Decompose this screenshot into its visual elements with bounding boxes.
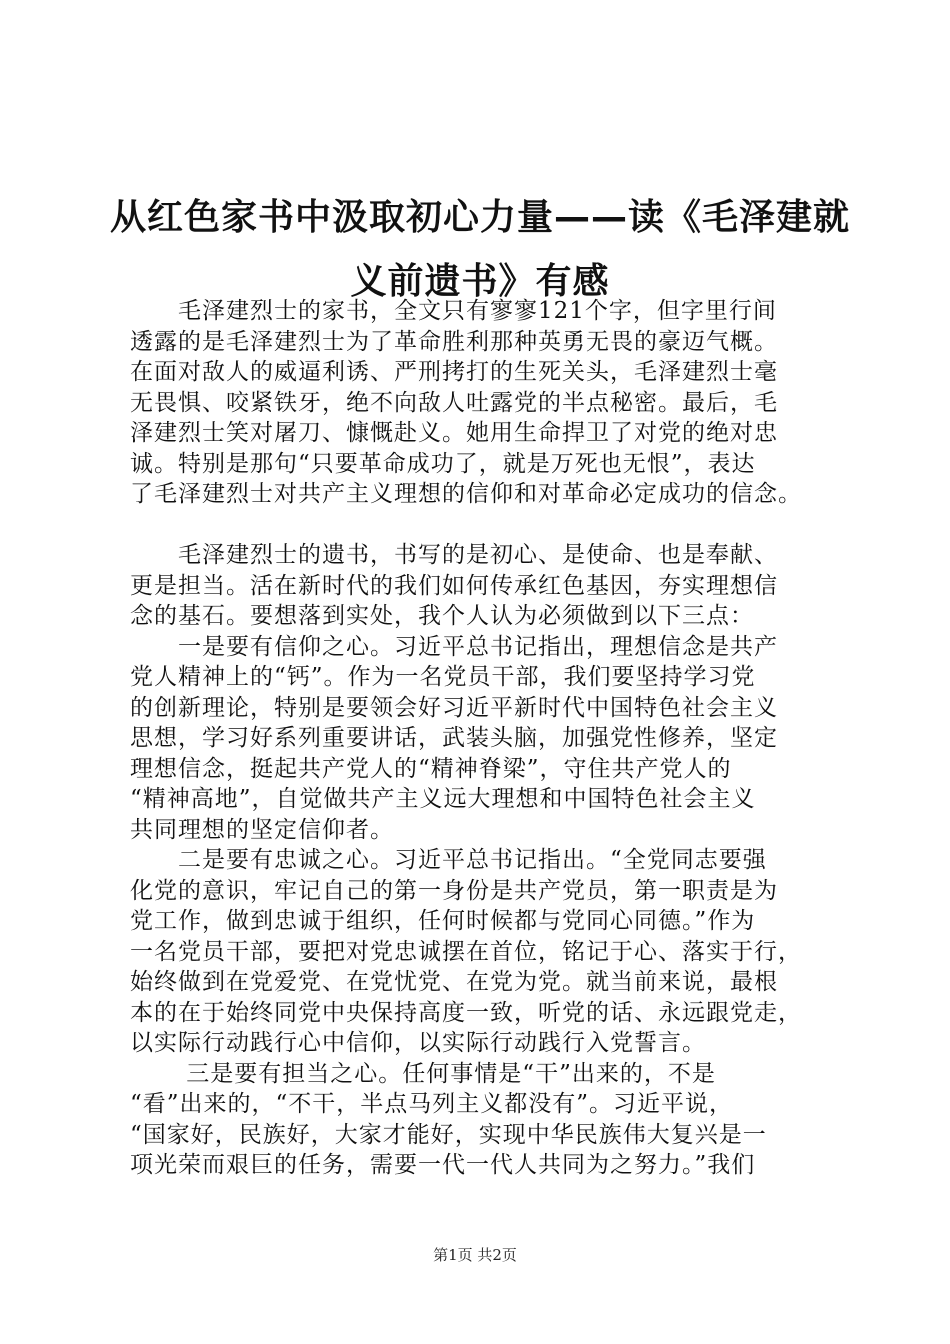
body-line: 理想信念，挺起共产党人的“精神脊梁”，守住共产党人的 <box>130 755 732 782</box>
body-line: 一是要有信仰之心。习近平总书记指出，理想信念是共产 <box>130 633 778 660</box>
body-line: 一名党员干部，要把对党忠诚摆在首位，铭记于心、落实于行， <box>130 938 802 965</box>
body-line: 化党的意识，牢记自己的第一身份是共产党员，第一职责是为 <box>130 877 778 904</box>
body-line: 更是担当。活在新时代的我们如何传承红色基因，夯实理想信 <box>130 572 778 599</box>
body-line: 念的基石。要想落到实处，我个人认为必须做到以下三点： <box>130 603 754 629</box>
document-title <box>110 186 850 314</box>
body-line: 本的在于始终同党中央保持高度一致，听党的话、永远跟党走， <box>130 999 802 1026</box>
body-line: 三是要有担当之心。任何事情是“干”出来的，不是 <box>130 1060 716 1087</box>
body-line: 以实际行动践行心中信仰，以实际行动践行入党誓言。 <box>130 1030 706 1056</box>
body-line: 泽建烈士笑对屠刀、慷慨赴义。她用生命捍卫了对党的绝对忠 <box>130 420 778 446</box>
body-line: 党人精神上的“钙”。作为一名党员干部，我们要坚持学习党 <box>130 664 756 690</box>
body-line: 了毛泽建烈士对共产主义理想的信仰和对革命必定成功的信念。 <box>130 481 802 507</box>
body-line: 共同理想的坚定信仰者。 <box>130 816 394 843</box>
body-line: 思想，学习好系列重要讲话，武装头脑，加强党性修养，坚定 <box>130 725 778 751</box>
body-line: 始终做到在党爱党、在党忧党、在党为党。就当前来说，最根 <box>130 969 778 995</box>
body-line: 透露的是毛泽建烈士为了革命胜利那种英勇无畏的豪迈气概。 <box>130 328 778 355</box>
body-line: 毛泽建烈士的家书，全文只有寥寥121个字，但字里行间 <box>130 298 777 324</box>
body-line: 的创新理论，特别是要领会好习近平新时代中国特色社会主义 <box>130 694 778 721</box>
body-line: “国家好，民族好，大家才能好，实现中华民族伟大复兴是一 <box>130 1121 767 1148</box>
title-line: 义前遗书》有感 <box>350 261 610 303</box>
body-line: 诚。特别是那句“只要革命成功了，就是万死也无恨”，表达 <box>130 450 756 477</box>
body-line: 无畏惧、咬紧铁牙，绝不向敌人吐露党的半点秘密。最后，毛 <box>130 389 778 416</box>
body-line: “精神高地”，自觉做共产主义远大理想和中国特色社会主义 <box>130 786 756 812</box>
document-body <box>130 296 830 1181</box>
body-line: 党工作，做到忠诚于组织，任何时候都与党同心同德。”作为 <box>130 908 756 934</box>
paragraph-gap <box>130 510 830 541</box>
body-line: 在面对敌人的威逼利诱、严刑拷打的生死关头，毛泽建烈士毫 <box>130 359 778 385</box>
title-line: 从红色家书中汲取初心力量——读《毛泽建就 <box>110 197 851 239</box>
body-line: 二是要有忠诚之心。习近平总书记指出。“全党同志要强 <box>130 847 767 873</box>
body-line: “看”出来的，“不干，半点马列主义都没有”。习近平说， <box>130 1091 734 1117</box>
body-line: 毛泽建烈士的遗书，书写的是初心、是使命、也是奉献、 <box>130 542 778 568</box>
body-line: 项光荣而艰巨的任务，需要一代一代人共同为之努力。”我们 <box>130 1152 756 1178</box>
page-footer: 第1页 共2页 <box>433 1246 517 1264</box>
